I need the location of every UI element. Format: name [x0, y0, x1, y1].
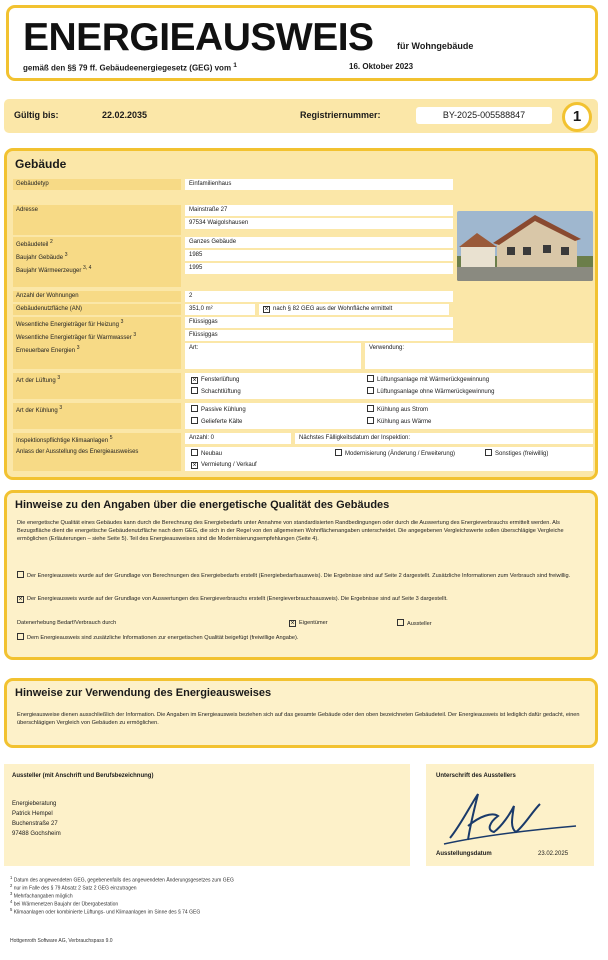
checkbox[interactable]	[191, 405, 198, 412]
row-extra	[259, 304, 449, 315]
ventilation-options	[185, 373, 593, 399]
issue-date-value: 23.02.2025	[538, 851, 569, 857]
issuer-label: Aussteller (mit Anschrift und Berufsbezeichnung)	[12, 773, 154, 779]
usage-title: Hinweise zur Verwendung des Energieausweises	[15, 687, 272, 699]
option-label: Vermietung / Verkauf	[201, 462, 257, 468]
option-label: Kühlung aus Wärme	[377, 419, 432, 425]
footnote-ref: 3	[76, 345, 80, 351]
row-label	[13, 330, 181, 344]
inspection-count: Anzahl: 0	[185, 433, 291, 444]
ventilation-option-wrg	[367, 375, 489, 386]
issue-date-label: Ausstellungsdatum	[436, 851, 492, 857]
footnote-ref: 3	[59, 405, 63, 411]
footnote-ref: 3	[120, 319, 124, 325]
row-value: 2	[185, 291, 453, 302]
checkbox[interactable]	[485, 449, 492, 456]
footnote-ref: 3	[57, 375, 61, 381]
law-footnote: 1	[233, 62, 237, 69]
checkbox[interactable]	[17, 633, 24, 640]
cooling-option-passive	[191, 405, 246, 416]
building-photo	[457, 211, 593, 281]
checkbox-checked[interactable]: ×	[290, 620, 295, 627]
footnote-ref: 5	[109, 435, 113, 441]
usage-text: Energieausweise dienen ausschließlich der Information. Die Angaben im Energieausweis beziehen sich auf das gesamte Gebäude oder den oben bezeichneten Gebäudeteil. Der Energieausweis ist lediglich dafür gedacht, einen überschlägigen Vergleich von Gebäuden zu ermöglichen.	[17, 712, 580, 727]
building-section-title: Gebäude	[15, 157, 67, 171]
registration-label: Registriernummer:	[300, 110, 381, 120]
option-text: Eigentümer	[299, 620, 328, 626]
data-owner	[289, 619, 328, 627]
label-text: Baujahr Wärmeerzeuger	[16, 268, 82, 274]
ventilation-option-window	[191, 375, 239, 386]
option-label: Passive Kühlung	[201, 407, 246, 413]
reason-label: Anlass der Ausstellung des Energieausweises	[13, 447, 181, 471]
footnote-ref: 3, 4	[83, 265, 92, 271]
row-value: Flüssiggas	[185, 317, 453, 328]
checkbox-checked[interactable]: ×	[192, 462, 197, 469]
header-panel	[6, 5, 598, 81]
cooling-option-delivered	[191, 417, 242, 428]
extra-text: nach § 82 GEG aus der Wohnfläche ermittelt	[273, 306, 393, 312]
row-value: 97534 Waigolshausen	[185, 218, 453, 229]
hints-title: Hinweise zu den Angaben über die energetische Qualität des Gebäudes	[15, 499, 390, 511]
ventilation-option-no-wrg	[367, 387, 494, 398]
row-value: Art:	[185, 343, 361, 369]
row-value: 1995	[185, 263, 453, 274]
option-label: Schachtlüftung	[201, 389, 241, 395]
row-value: Einfamilienhaus	[185, 179, 453, 190]
checkbox[interactable]	[191, 417, 198, 424]
option-label: Lüftungsanlage ohne Wärmerückgewinnung	[377, 389, 495, 395]
document-title: ENERGIEAUSWEIS	[23, 16, 374, 59]
signature-label: Unterschrift des Ausstellers	[436, 773, 516, 779]
checkbox[interactable]	[17, 571, 24, 578]
option-label: Fensterlüftung	[201, 377, 240, 383]
reason-option-rent	[191, 460, 257, 471]
footnote-ref: 3	[64, 252, 68, 258]
label-text: Erneuerbare Energien	[16, 348, 76, 354]
issuer-box	[4, 764, 410, 866]
footnote: $^2$ nur im Falle des § 79 Absatz 2 Satz 2 GEG einzutragen	[10, 883, 137, 892]
ventilation-option-shaft	[191, 387, 241, 398]
footnote-text: Klimaanlagen oder kombinierte Lüftungs- und Klimaanlagen im Sinne des § 74 GEG	[13, 909, 201, 916]
hints-panel	[4, 490, 598, 660]
data-issuer	[397, 619, 432, 628]
validity-row	[4, 99, 598, 133]
option-label: Lüftungsanlage mit Wärmerückgewinnung	[377, 377, 490, 383]
option-label: Neubau	[201, 451, 223, 457]
footnote: $^1$ Datum des angewendeten GEG, gegebenenfalls des angewendeten Änderungsgesetzes zum GEG	[10, 875, 234, 884]
cooling-option-heat	[367, 417, 431, 428]
row-label: Adresse	[13, 205, 181, 235]
software-credit: Hottgenroth Software AG, Verbrauchspass 9.0	[10, 938, 113, 944]
checkbox[interactable]	[397, 619, 404, 626]
issuer-line: 97488 Gochsheim	[12, 831, 61, 837]
row-label: Anzahl der Wohnungen	[13, 291, 181, 302]
checkbox[interactable]	[191, 449, 198, 456]
checkbox[interactable]	[191, 387, 198, 394]
inspection-next: Nächstes Fälligkeitsdatum der Inspektion:	[295, 433, 593, 444]
issuer-line: Buchenstraße 27	[12, 821, 58, 827]
law-date: 16. Oktober 2023	[349, 62, 414, 71]
valid-label: Gültig bis:	[14, 110, 59, 120]
data-collection-label: Datenerhebung Bedarf/Verbrauch durch	[17, 620, 117, 626]
inspection-label	[13, 433, 181, 447]
footnote-text: Datum des angewendeten GEG, gegebenenfalls des angewendeten Änderungsgesetzes zum GEG	[13, 877, 234, 884]
label-text: Wesentliche Energieträger für Warmwasser	[16, 335, 132, 341]
option-text: Dem Energieausweis sind zusätzliche Informationen zur energetischen Qualität beigefügt (freiwillige Angabe).	[27, 635, 299, 641]
footnote-ref: 2	[50, 239, 53, 245]
data-collection-row	[17, 619, 587, 627]
checkbox-checked[interactable]: ×	[264, 306, 269, 313]
reason-option-modern	[335, 449, 465, 460]
checkbox[interactable]	[367, 375, 374, 382]
page-number: 1	[562, 102, 592, 132]
reason-option-new	[191, 449, 222, 460]
ventilation-label	[13, 373, 181, 399]
document-subtitle: für Wohngebäude	[397, 41, 474, 51]
law-reference	[23, 62, 237, 73]
option-label: Kühlung aus Strom	[377, 407, 429, 413]
label-text: Baujahr Gebäude	[16, 255, 64, 261]
checkbox-checked[interactable]: ×	[192, 377, 197, 384]
row-label	[13, 263, 181, 287]
footnote: $^3$ Mehrfachangaben möglich	[10, 891, 73, 900]
option-label: Gelieferte Kälte	[201, 419, 243, 425]
footnote: $^5$ Klimaanlagen oder kombinierte Lüftungs- und Klimaanlagen im Sinne des § 74 GEG	[10, 907, 201, 916]
row-value: Flüssiggas	[185, 330, 453, 341]
issuer-line: Energieberatung	[12, 801, 57, 807]
checkbox[interactable]	[367, 417, 374, 424]
valid-value: 22.02.2035	[102, 110, 148, 120]
row-value: 1985	[185, 250, 453, 261]
cooling-options	[185, 403, 593, 429]
label-text: Wesentliche Energieträger für Heizung	[16, 322, 119, 328]
row-label	[13, 317, 181, 331]
footnote-text: bei Wärmenetzen Baujahr der Übergabestation	[13, 901, 119, 908]
cooling-option-electric	[367, 405, 428, 416]
row-value: Verwendung:	[365, 343, 593, 369]
row-label	[13, 343, 181, 369]
option-label: Modernisierung (Änderung / Erweiterung)	[345, 451, 456, 457]
usage-panel	[4, 678, 598, 748]
row-value: Ganzes Gebäude	[185, 237, 453, 248]
footnote-text: Mehrfachangaben möglich	[13, 893, 73, 900]
hints-option-consumption	[17, 595, 587, 603]
label-text: Art der Kühlung	[16, 408, 58, 414]
checkbox[interactable]	[335, 449, 342, 456]
registration-number: BY-2025-005588847	[416, 107, 552, 124]
signature-box	[426, 764, 594, 866]
hints-option-extra	[17, 633, 587, 642]
hints-paragraph: Die energetische Qualität eines Gebäudes kann durch die Berechnung des Energiebedarfs unter Annahme von standardisierten Randbedingungen oder durch die Auswertung des Energieverbrauchs ermittelt werden. Als Bezugsfläche dient die energetische Gebäudenutzfläche nach dem GEG, die sich in der Regel von den allgemeinen Wohnflächenangaben unterscheidet. Die angegebenen Vergleichswerte sollen überschlägige Vergleiche ermöglichen (Erläuterungen – siehe Seite 5). Teil des Energieausweises sind die Modernisierungsempfehlungen (Seite 4).	[17, 520, 564, 543]
issuer-line: Patrick Hempel	[12, 811, 53, 817]
label-text: Gebäudeteil	[16, 242, 49, 248]
footnote-text: nur im Falle des § 79 Absatz 2 Satz 2 GEG einzutragen	[13, 885, 137, 892]
footnote: $^4$ bei Wärmenetzen Baujahr der Übergabestation	[10, 899, 119, 908]
row-label: Gebäudetyp	[13, 179, 181, 190]
checkbox[interactable]	[367, 387, 374, 394]
option-text: Aussteller	[407, 621, 432, 627]
row-label	[13, 237, 181, 251]
house-image	[457, 211, 593, 281]
option-text: Der Energieausweis wurde auf der Grundlage von Berechnungen des Energiebedarfs erstellt (Energiebedarfsausweis). Die Ergebnisse sind auf Seite 2 dargestellt. Zusätzliche Informationen zum Verbrauch sind freiwillig.	[27, 573, 571, 579]
law-text: gemäß den §§ 79 ff. Gebäudeenergiegesetz (GEG) vom	[23, 63, 232, 73]
row-label: Gebäudenutzfläche (AN)	[13, 304, 181, 315]
option-text: Der Energieausweis wurde auf der Grundlage von Auswertungen des Energieverbrauchs erstellt (Energieverbrauchsausweis). Die Ergebnisse sind auf Seite 3 dargestellt.	[27, 596, 448, 602]
row-value: 351,0 m²	[185, 304, 255, 315]
signature-image	[440, 786, 580, 846]
building-panel	[4, 148, 598, 480]
label-text: Inspektionspflichtige Klimaanlagen	[16, 438, 109, 444]
reason-option-other	[485, 449, 548, 460]
checkbox-checked[interactable]: ×	[18, 596, 23, 603]
checkbox[interactable]	[367, 405, 374, 412]
label-text: Art der Lüftung	[16, 378, 56, 384]
reason-options	[185, 447, 593, 471]
option-label: Sonstiges (freiwillig)	[495, 451, 549, 457]
hints-option-demand	[17, 571, 587, 580]
row-value: Mainstraße 27	[185, 205, 453, 216]
row-label	[13, 250, 181, 264]
cooling-label	[13, 403, 181, 429]
footnote-ref: 3	[133, 332, 137, 338]
